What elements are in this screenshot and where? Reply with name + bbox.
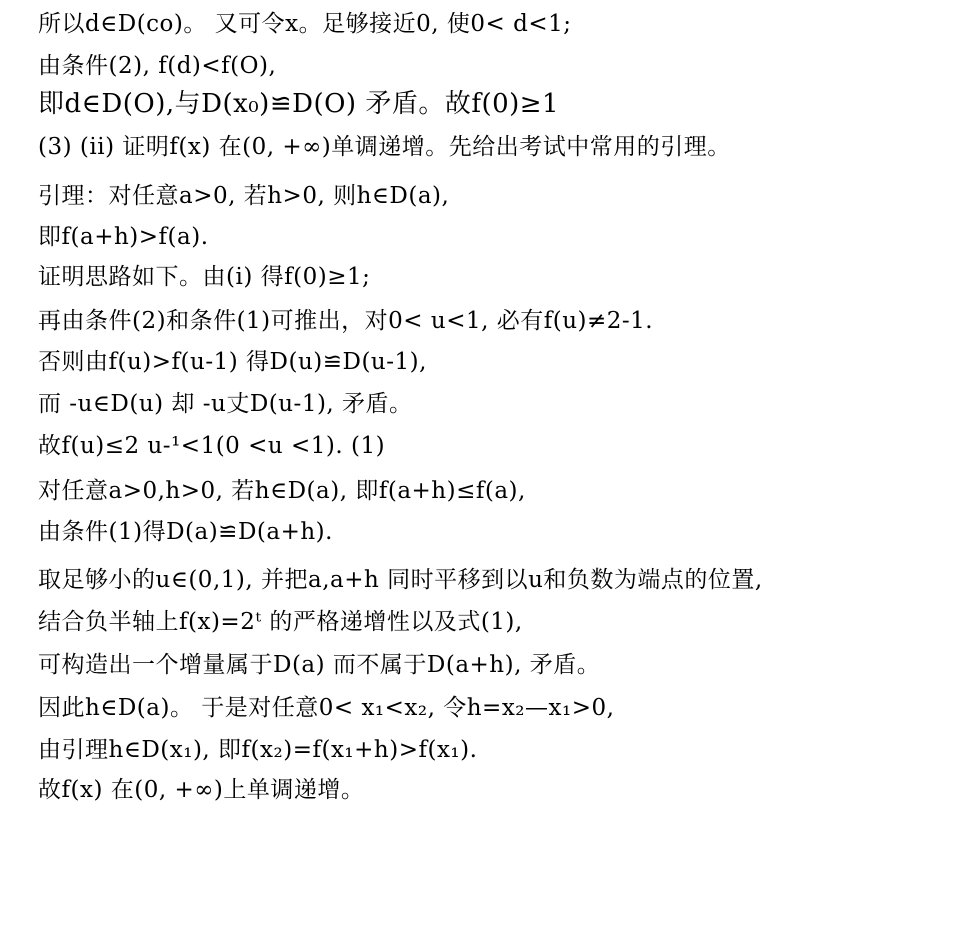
text-line-12: 对任意a>0,h>0, 若h∈D(a), 即f(a+h)≤f(a), [38, 478, 526, 504]
text-line-10: 而 -u∈D(u) 却 -u丈D(u-1), 矛盾。 [38, 391, 413, 417]
text-line-2: 由条件(2), f(d)<f(O), [38, 53, 277, 79]
text-line-14: 取足够小的u∈(0,1), 并把a,a+h 同时平移到以u和负数为端点的位置, [38, 567, 763, 593]
text-line-3: 即d∈D(O),与D(x₀)≌D(O) 矛盾。故f(0)≥1 [38, 89, 560, 119]
text-line-13: 由条件(1)得D(a)≌D(a+h). [38, 519, 333, 545]
text-line-17: 因此h∈D(a)。 于是对任意0< x₁<x₂, 令h=x₂—x₁>0, [38, 695, 615, 721]
text-line-15: 结合负半轴上f(x)=2ᵗ 的严格递增性以及式(1), [38, 609, 523, 635]
text-line-9: 否则由f(u)>f(u-1) 得D(u)≌D(u-1), [38, 349, 427, 375]
text-line-7: 证明思路如下。由(i) 得f(0)≥1; [38, 264, 371, 290]
text-line-6: 即f(a+h)>f(a). [38, 224, 209, 250]
text-line-16: 可构造出一个增量属于D(a) 而不属于D(a+h), 矛盾。 [38, 652, 601, 678]
text-line-1: 所以d∈D(co)。 又可令x。足够接近0, 使0< d<1; [38, 11, 572, 37]
text-line-4: (3) (ii) 证明f(x) 在(0, +∞)单调递增。先给出考试中常用的引理。 [38, 134, 731, 160]
text-line-18: 由引理h∈D(x₁), 即f(x₂)=f(x₁+h)>f(x₁). [38, 737, 478, 763]
text-line-19: 故f(x) 在(0, +∞)上单调递增。 [38, 777, 365, 803]
text-line-8: 再由条件(2)和条件(1)可推出，对0< u<1, 必有f(u)≠2-1. [38, 308, 654, 334]
text-line-11: 故f(u)≤2 u-¹<1(0 <u <1). (1) [38, 433, 386, 459]
text-line-5: 引理：对任意a>0, 若h>0, 则h∈D(a), [38, 183, 450, 209]
